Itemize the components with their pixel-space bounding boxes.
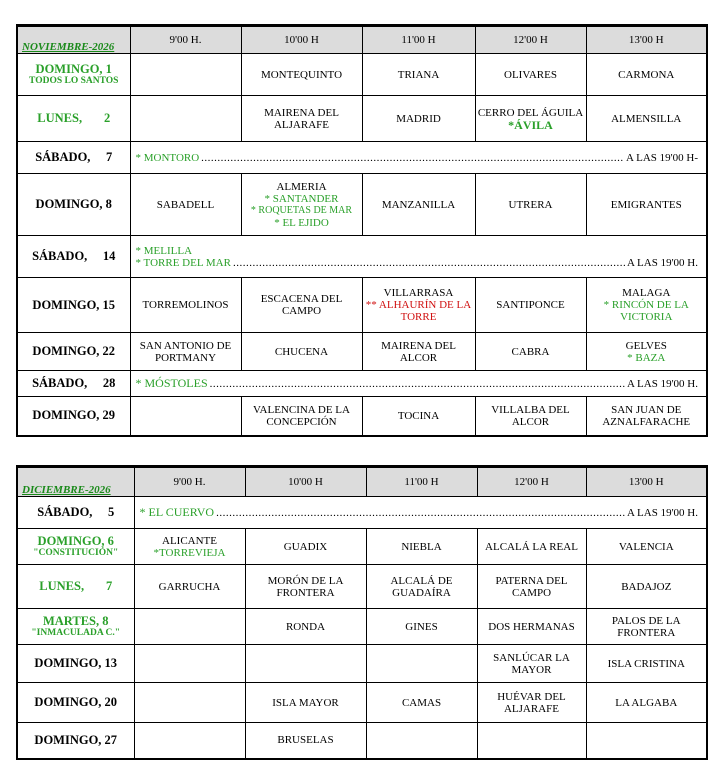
slot-cell: MANZANILLA — [362, 174, 475, 236]
table-row — [17, 683, 707, 723]
slot-cell: ALCALÁ DE GUADAÍRA — [366, 565, 477, 609]
slot-cell: CAMAS — [366, 683, 477, 723]
holiday-label: TODOS LO SANTOS — [29, 75, 119, 86]
slot-cell: CABRA — [475, 333, 586, 371]
slot-cell: SABADELL — [130, 174, 241, 236]
slot-cell: TRIANA — [362, 54, 475, 96]
evening-event-cell: * MELILLA * TORRE DEL MAR ..... A LAS 19'00 H. — [130, 236, 707, 278]
slot-cell — [130, 96, 241, 142]
table-row — [17, 529, 707, 565]
slot-cell: SAN ANTONIO DE PORTMANY — [130, 333, 241, 371]
evening-event-cell: * EL CUERVO ..... A LAS 19'00 H. — [134, 497, 707, 529]
slot-cell: EMIGRANTES — [586, 174, 707, 236]
evening-event-cell: * MONTORO ..... A LAS 19'00 H- — [130, 142, 707, 174]
time-header: 11'00 H — [362, 26, 475, 54]
slot-cell: TOCINA — [362, 397, 475, 436]
header-row — [17, 26, 707, 54]
holiday-label: "INMACULADA C." — [31, 627, 121, 638]
slot-cell — [586, 723, 707, 759]
table-row — [17, 371, 707, 397]
table-row — [17, 54, 707, 96]
slot-cell: TORREMOLINOS — [130, 278, 241, 333]
slot-cell: VALENCINA DE LA CONCEPCIÓN — [241, 397, 362, 436]
slot-cell — [366, 645, 477, 683]
slot-cell: ALCALÁ LA REAL — [477, 529, 586, 565]
slot-cell — [134, 609, 245, 645]
time-header: 12'00 H — [475, 26, 586, 54]
slot-cell: ESCACENA DEL CAMPO — [241, 278, 362, 333]
table-row — [17, 397, 707, 436]
slot-cell: ISLA MAYOR — [245, 683, 366, 723]
table-row — [17, 333, 707, 371]
day-cell: DOMINGO, 20 — [17, 683, 134, 723]
slot-cell — [134, 645, 245, 683]
slot-cell: MADRID — [362, 96, 475, 142]
day-cell: DOMINGO, 27 — [17, 723, 134, 759]
slot-cell: GINES — [366, 609, 477, 645]
day-cell: DOMINGO, 29 — [17, 397, 130, 436]
slot-cell: MAIRENA DEL ALCOR — [362, 333, 475, 371]
table-row — [17, 278, 707, 333]
holiday-label: "CONSTITUCIÓN" — [33, 547, 119, 558]
slot-cell: SANLÚCAR LA MAYOR — [477, 645, 586, 683]
slot-cell: VALENCIA — [586, 529, 707, 565]
slot-cell: HUÉVAR DEL ALJARAFE — [477, 683, 586, 723]
time-header: 10'00 H — [245, 467, 366, 497]
slot-cell: ISLA CRISTINA — [586, 645, 707, 683]
day-cell: DOMINGO, 13 — [17, 645, 134, 683]
time-header: 9'00 H. — [130, 26, 241, 54]
day-cell: SÁBADO, 5 — [17, 497, 134, 529]
evening-event-cell: * MÓSTOLES ..... A LAS 19'00 H. — [130, 371, 707, 397]
slot-cell: PATERNA DEL CAMPO — [477, 565, 586, 609]
slot-cell: CHUCENA — [241, 333, 362, 371]
slot-cell: SANTIPONCE — [475, 278, 586, 333]
slot-cell: GUADIX — [245, 529, 366, 565]
day-cell: DOMINGO, 22 — [17, 333, 130, 371]
slot-cell: BADAJOZ — [586, 565, 707, 609]
table-row — [17, 142, 707, 174]
slot-cell: NIEBLA — [366, 529, 477, 565]
time-header: 11'00 H — [366, 467, 477, 497]
slot-cell: RONDA — [245, 609, 366, 645]
month-label: DICIEMBRE-2026 — [17, 467, 134, 497]
slot-cell — [134, 683, 245, 723]
slot-cell — [366, 723, 477, 759]
day-cell: SÁBADO, 14 — [17, 236, 130, 278]
slot-cell: SAN JUAN DE AZNALFARACHE — [586, 397, 707, 436]
slot-cell: GARRUCHA — [134, 565, 245, 609]
slot-cell: MONTEQUINTO — [241, 54, 362, 96]
table-row — [17, 497, 707, 529]
table-row — [17, 565, 707, 609]
header-row — [17, 467, 707, 497]
slot-cell: MORÓN DE LA FRONTERA — [245, 565, 366, 609]
table-row — [17, 236, 707, 278]
day-cell: SÁBADO, 7 — [17, 142, 130, 174]
slot-cell: ALICANTE *TORREVIEJA — [134, 529, 245, 565]
day-cell: DOMINGO, 15 — [17, 278, 130, 333]
slot-cell: CARMONA — [586, 54, 707, 96]
slot-cell — [130, 54, 241, 96]
day-cell: DOMINGO, 1 TODOS LO SANTOS — [17, 54, 130, 96]
slot-cell: VILLALBA DEL ALCOR — [475, 397, 586, 436]
day-cell: LUNES, 2 — [17, 96, 130, 142]
table-row — [17, 609, 707, 645]
slot-cell: CERRO DEL ÁGUILA *ÁVILA — [475, 96, 586, 142]
time-header: 13'00 H — [586, 467, 707, 497]
slot-cell: LA ALGABA — [586, 683, 707, 723]
slot-cell — [134, 723, 245, 759]
slot-cell: VILLARRASA ** ALHAURÍN DE LA TORRE — [362, 278, 475, 333]
time-header: 12'00 H — [477, 467, 586, 497]
day-cell: LUNES, 7 — [17, 565, 134, 609]
schedule-table-december — [16, 465, 708, 760]
slot-cell — [130, 397, 241, 436]
slot-cell: PALOS DE LA FRONTERA — [586, 609, 707, 645]
day-cell: DOMINGO, 8 — [17, 174, 130, 236]
time-header: 9'00 H. — [134, 467, 245, 497]
time-header: 13'00 H — [586, 26, 707, 54]
month-label: NOVIEMBRE-2026 — [17, 26, 130, 54]
slot-cell: MAIRENA DEL ALJARAFE — [241, 96, 362, 142]
slot-cell: ALMENSILLA — [586, 96, 707, 142]
slot-cell: OLIVARES — [475, 54, 586, 96]
table-row — [17, 174, 707, 236]
slot-cell: BRUSELAS — [245, 723, 366, 759]
day-cell: DOMINGO, 6 "CONSTITUCIÓN" — [17, 529, 134, 565]
slot-cell: MALAGA * RINCÓN DE LA VICTORIA — [586, 278, 707, 333]
slot-cell: GELVES * BAZA — [586, 333, 707, 371]
schedule-table-november — [16, 24, 708, 437]
table-row — [17, 96, 707, 142]
day-cell: MARTES, 8 "INMACULADA C." — [17, 609, 134, 645]
time-header: 10'00 H — [241, 26, 362, 54]
table-row — [17, 723, 707, 759]
slot-cell: UTRERA — [475, 174, 586, 236]
table-row — [17, 645, 707, 683]
slot-cell — [245, 645, 366, 683]
slot-cell: ALMERIA * SANTANDER * ROQUETAS DE MAR * EL EJIDO — [241, 174, 362, 236]
slot-cell: DOS HERMANAS — [477, 609, 586, 645]
day-cell: SÁBADO, 28 — [17, 371, 130, 397]
slot-cell — [477, 723, 586, 759]
